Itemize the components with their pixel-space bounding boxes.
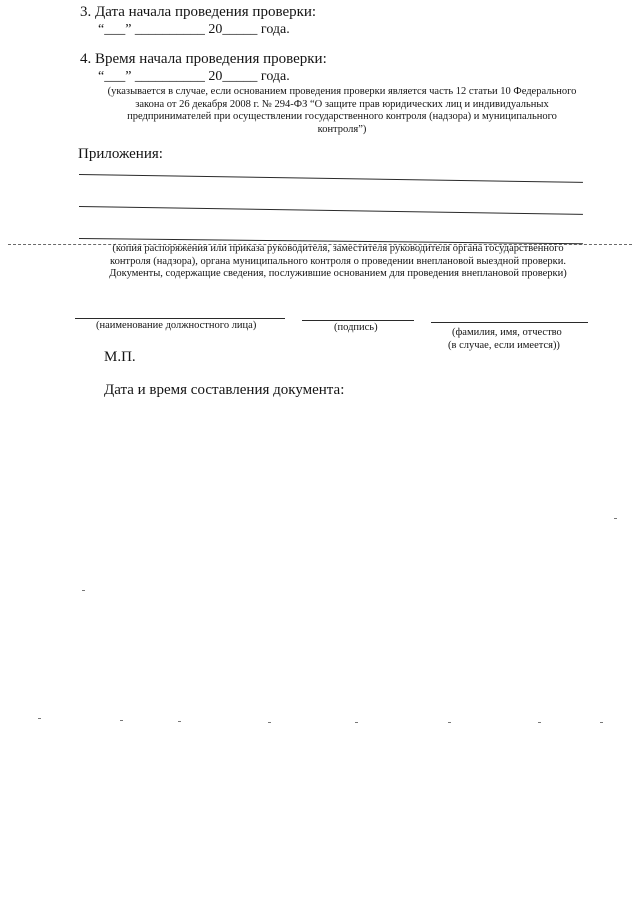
- stamp-label: М.П.: [104, 349, 136, 365]
- item4-note-line: закона от 26 декабря 2008 г. № 294-ФЗ “О защите прав юридических лиц и индивидуальных: [135, 98, 549, 110]
- attachments-title: Приложения:: [78, 146, 163, 162]
- scan-speck: [448, 722, 451, 723]
- attachment-line-2: [79, 206, 583, 215]
- scan-speck: [614, 518, 617, 519]
- attachment-line-1: [79, 174, 583, 183]
- attachments-note-line: Документы, содержащие сведения, послужившие основанием для проведения внеплановой проверки): [109, 268, 567, 279]
- item4-note-line: (указывается в случае, если основанием проведения проверки является часть 12 статьи 10 Федерального: [107, 86, 577, 97]
- full-name-line: [431, 322, 588, 323]
- scan-speck: [355, 722, 358, 723]
- item4-date-field: “___” __________ 20_____ года.: [98, 69, 290, 84]
- signature-caption: (подпись): [334, 322, 378, 333]
- attachments-note-line: контроля (надзора), органа муниципального контроля о проведении внеплановой выездной проверки.: [110, 255, 566, 267]
- item3-date-field: “___” __________ 20_____ года.: [98, 22, 290, 37]
- scan-speck: [600, 722, 603, 723]
- signature-line: [302, 320, 414, 321]
- scan-speck: [178, 721, 181, 722]
- scan-speck: [38, 718, 41, 719]
- scan-speck: [82, 590, 85, 591]
- item4-note: [92, 86, 592, 136]
- attachments-note: [88, 243, 588, 281]
- official-title-caption: (наименование должностного лица): [96, 320, 257, 331]
- full-name-caption: (фамилия, имя, отчество: [452, 327, 562, 338]
- scan-speck: [268, 722, 271, 723]
- attachments-note-line: (копия распоряжения или приказа руководителя, заместителя руководителя органа государственного: [112, 243, 564, 254]
- item4-label: 4. Время начала проведения проверки:: [80, 51, 327, 67]
- item4-note-line: предпринимателей при осуществлении государственного контроля (надзора) и муниципального: [127, 111, 557, 122]
- scan-speck: [538, 722, 541, 723]
- item4-note-line: контроля”): [317, 123, 367, 135]
- item3-label: 3. Дата начала проведения проверки:: [80, 4, 317, 20]
- document-datetime-label: Дата и время составления документа:: [104, 382, 345, 398]
- official-title-line: [75, 318, 285, 319]
- full-name-caption-cont: (в случае, если имеется)): [448, 340, 560, 351]
- scan-speck: [120, 720, 123, 721]
